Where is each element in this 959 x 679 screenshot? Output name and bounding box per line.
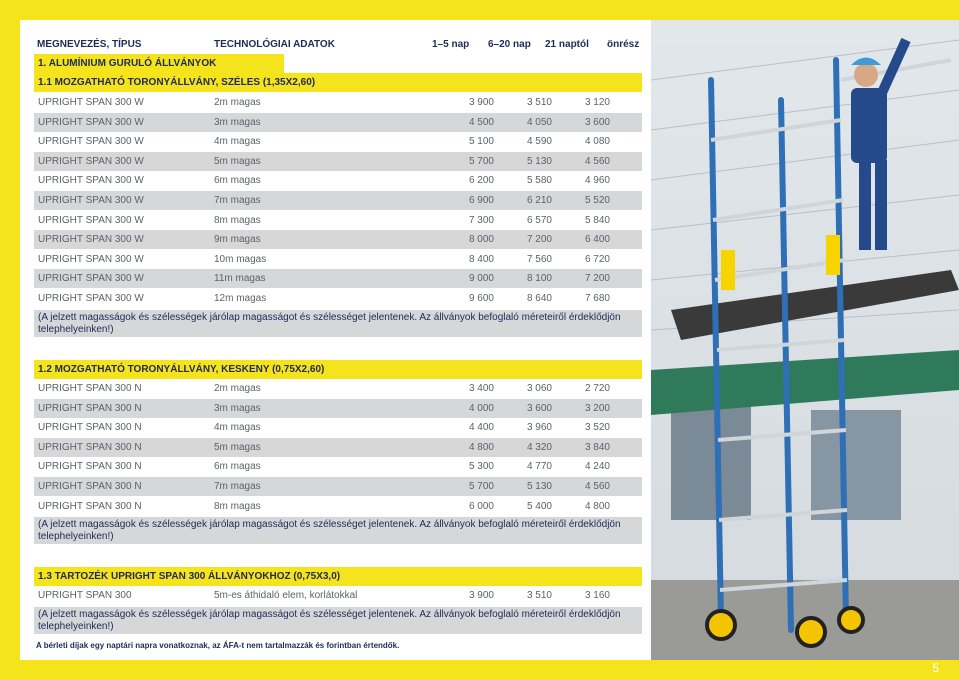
table-cell: 4 000 (468, 402, 494, 414)
section2-title: 1.2 MOZGATHATÓ TORONYÁLLVÁNY, KESKENY (0,75X2,60) (34, 360, 642, 379)
table-cell: 6 900 (468, 195, 494, 206)
scaffold-illustration (651, 20, 959, 660)
table-cell: 3 520 (584, 422, 610, 434)
table-cell: 8m magas (214, 214, 261, 226)
table-cell: 5m magas (214, 155, 261, 167)
table-cell: 8 000 (468, 234, 494, 246)
table-cell: 7 300 (468, 214, 494, 226)
table-cell: 5 700 (468, 481, 494, 492)
table-cell: UPRIGHT SPAN 300 W (38, 293, 144, 304)
table-cell: 4 240 (584, 461, 610, 473)
table-cell: 9 600 (468, 293, 494, 304)
table-cell: 4 770 (526, 461, 552, 473)
table-cell: 7m magas (214, 195, 261, 206)
table-cell: 6m magas (214, 175, 261, 187)
table-cell: UPRIGHT SPAN 300 W (38, 97, 144, 108)
table-cell: 7 680 (584, 293, 610, 304)
table-cell: 8 400 (468, 253, 494, 265)
page-number: 5 (932, 661, 939, 675)
table-cell: UPRIGHT SPAN 300 N (38, 500, 142, 512)
table-cell: 5 840 (584, 214, 610, 226)
table-row (34, 211, 642, 230)
table-cell: 9m magas (214, 234, 261, 246)
table-cell: UPRIGHT SPAN 300 N (38, 383, 142, 394)
table-cell: UPRIGHT SPAN 300 W (38, 175, 144, 187)
table-cell: UPRIGHT SPAN 300 W (38, 234, 144, 246)
table-row (34, 438, 642, 457)
table-cell: 4 500 (468, 116, 494, 128)
table-cell: 5 580 (526, 175, 552, 187)
table-row (34, 289, 642, 308)
table-cell: UPRIGHT SPAN 300 N (38, 402, 142, 414)
table-cell: 3 960 (526, 422, 552, 434)
table-cell: 5 700 (468, 155, 494, 167)
table-row (34, 497, 642, 516)
table-cell: 4 050 (526, 116, 552, 128)
table-cell: 3 120 (584, 97, 610, 108)
table-row (34, 171, 642, 190)
table-cell: 3 160 (584, 590, 610, 601)
table-cell: UPRIGHT SPAN 300 N (38, 461, 142, 473)
table-row (34, 399, 642, 418)
table-cell: 6 570 (526, 214, 552, 226)
section3-title: 1.3 TARTOZÉK UPRIGHT SPAN 300 ÁLLVÁNYOKHOZ (0,75X3,0) (34, 567, 642, 586)
table-cell: UPRIGHT SPAN 300 W (38, 136, 144, 148)
table-cell: 5 300 (468, 461, 494, 473)
table-cell: 2m magas (214, 97, 261, 108)
table-cell: 3 200 (584, 402, 610, 414)
table-cell: 3 600 (584, 116, 610, 128)
table-cell: 4 320 (526, 441, 552, 453)
table-cell: 3m magas (214, 116, 261, 128)
table-row (34, 477, 642, 496)
table-row (34, 152, 642, 171)
table-row (34, 132, 642, 151)
header-name-type: MEGNEVEZÉS, TÍPUS (37, 39, 142, 50)
table-row (34, 418, 642, 437)
table-cell: 11m magas (214, 273, 266, 285)
table-cell: 6m magas (214, 461, 261, 473)
table-cell: 5m magas (214, 441, 261, 453)
table-cell: 4 800 (584, 500, 610, 512)
section1-note: (A jelzett magasságok és szélességek járólap magasságot és szélességet jelentenek. Az állványok befoglaló méreteiről érdeklődjön telephelyeinken!) (34, 310, 642, 337)
table-cell: 5 100 (468, 136, 494, 148)
table-cell: 3 060 (526, 383, 552, 394)
table-cell: UPRIGHT SPAN 300 W (38, 195, 144, 206)
table-cell: UPRIGHT SPAN 300 (38, 590, 132, 601)
table-cell: 7m magas (214, 481, 261, 492)
header-col-1-5: 1–5 nap (432, 39, 470, 50)
table-cell: 4 560 (584, 155, 610, 167)
table-cell: 4m magas (214, 422, 261, 434)
section3-note: (A jelzett magasságok és szélességek járólap magasságot és szélességet jelentenek. Az állványok befoglaló méreteiről érdeklődjön telephelyeinken!) (34, 607, 642, 634)
table-cell: 3 510 (526, 590, 552, 601)
header-col-onresz: önrész (607, 39, 640, 50)
table-cell: 4 400 (468, 422, 494, 434)
table-cell: UPRIGHT SPAN 300 W (38, 253, 144, 265)
table-cell: 3 600 (526, 402, 552, 414)
table-cell: 6 720 (584, 253, 610, 265)
table-cell: 3 840 (584, 441, 610, 453)
table-cell: 5 400 (526, 500, 552, 512)
table-cell: UPRIGHT SPAN 300 N (38, 422, 142, 434)
table-row (34, 457, 642, 476)
table-cell: 5 130 (526, 155, 552, 167)
table-cell: UPRIGHT SPAN 300 W (38, 273, 144, 285)
table-cell: 4 590 (526, 136, 552, 148)
table-cell: 3 400 (468, 383, 494, 394)
price-table-panel (20, 20, 651, 660)
table-cell: 3 510 (526, 97, 552, 108)
section1-title: 1.1 MOZGATHATÓ TORONYÁLLVÁNY, SZÉLES (1,35X2,60) (34, 73, 642, 92)
table-cell: UPRIGHT SPAN 300 N (38, 481, 142, 492)
table-cell: 7 200 (584, 273, 610, 285)
table-cell: 6 210 (526, 195, 552, 206)
table-row (34, 250, 642, 269)
table-cell: 3 900 (468, 97, 494, 108)
table-row (34, 93, 642, 112)
table-cell: 8 100 (526, 273, 552, 285)
header-col-21: 21 naptól (545, 39, 589, 50)
table-cell: 6 000 (468, 500, 494, 512)
table-cell: 4 960 (584, 175, 610, 187)
table-cell: 9 000 (468, 273, 494, 285)
table-cell: 5 130 (526, 481, 552, 492)
section-title: 1. ALUMÍNIUM GURULÓ ÁLLVÁNYOK (34, 54, 284, 73)
footnote: A bérleti díjak egy naptári napra vonatkoznak, az ÁFA-t nem tartalmazzák és forintban értendők. (36, 641, 400, 650)
table-cell: 7 200 (526, 234, 552, 246)
table-row (34, 269, 642, 288)
table-row (34, 230, 642, 249)
table-cell: 4 800 (468, 441, 494, 453)
table-cell: 5m-es áthidaló elem, korlátokkal (214, 590, 358, 601)
table-cell: 2 720 (584, 383, 610, 394)
table-cell: UPRIGHT SPAN 300 W (38, 155, 144, 167)
table-cell: 4m magas (214, 136, 261, 148)
table-row (34, 586, 642, 605)
scaffold-photo (651, 20, 959, 660)
table-cell: 12m magas (214, 293, 267, 304)
table-cell: 8 640 (526, 293, 552, 304)
header-tech-data: TECHNOLÓGIAI ADATOK (214, 39, 335, 50)
table-cell: 3m magas (214, 402, 261, 414)
table-cell: UPRIGHT SPAN 300 N (38, 441, 142, 453)
header-col-6-20: 6–20 nap (488, 39, 531, 50)
table-cell: 8m magas (214, 500, 261, 512)
table-cell: UPRIGHT SPAN 300 W (38, 116, 144, 128)
table-row (34, 113, 642, 132)
table-row (34, 379, 642, 398)
table-cell: 3 900 (468, 590, 494, 601)
table-cell: 4 560 (584, 481, 610, 492)
table-cell: 2m magas (214, 383, 261, 394)
table-cell: 7 560 (526, 253, 552, 265)
section2-note: (A jelzett magasságok és szélességek járólap magasságot és szélességet jelentenek. Az állványok befoglaló méreteiről érdeklődjön telephelyeinken!) (34, 517, 642, 544)
table-cell: 6 400 (584, 234, 610, 246)
table-cell: UPRIGHT SPAN 300 W (38, 214, 144, 226)
table-cell: 10m magas (214, 253, 267, 265)
table-row (34, 191, 642, 210)
table-cell: 6 200 (468, 175, 494, 187)
table-cell: 4 080 (584, 136, 610, 148)
table-cell: 5 520 (584, 195, 610, 206)
